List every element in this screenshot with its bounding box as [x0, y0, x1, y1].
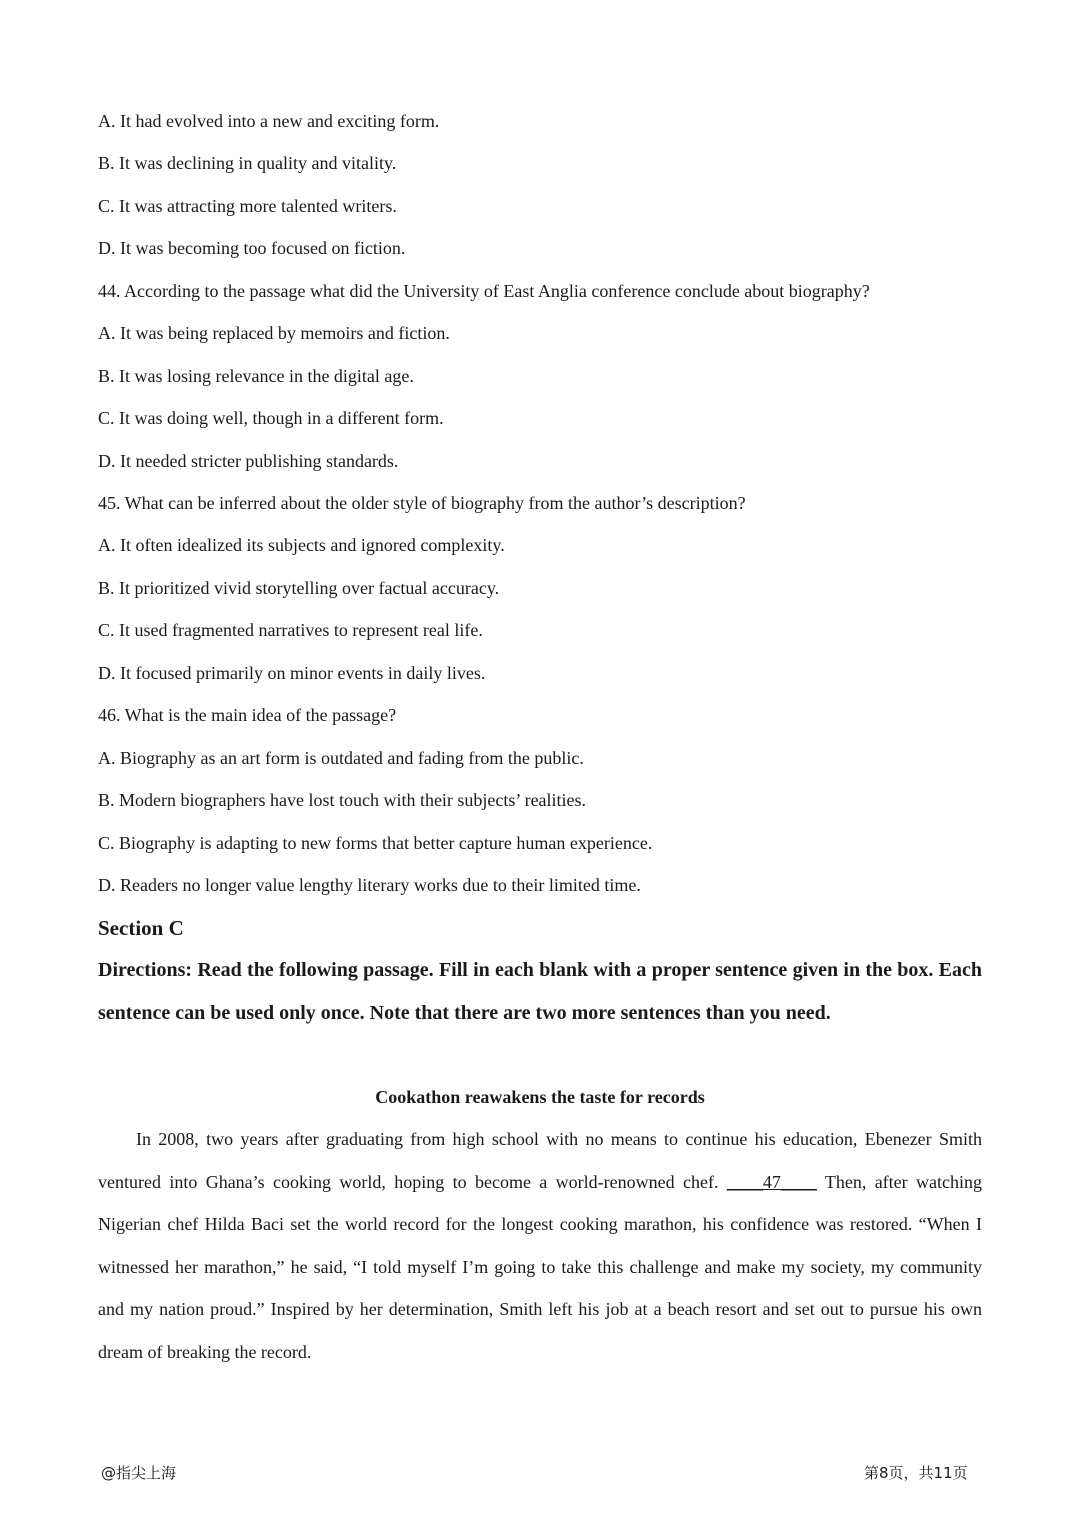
question-45: 45. What can be inferred about the older style of biography from the author’s description?: [98, 493, 746, 513]
q43-option-d: D. It was becoming too focused on fiction.: [98, 238, 406, 258]
footer-source: @指尖上海: [101, 1464, 177, 1482]
q46-option-b: B. Modern biographers have lost touch with their subjects’ realities.: [98, 790, 587, 810]
passage-text-after-blank: Then, after watching Nigerian chef Hilda Baci set the world record for the longest cooking marathon, his confidence was restored. “When I witnessed her marathon,” he said, “I told myself I’m going to take this challenge and make my society, my community and my nation proud.” Inspired by her determination, Smith left his job at a beach resort and set out to pursue his own dream of breaking the record.: [98, 1171, 983, 1362]
q44-option-d: D. It needed stricter publishing standards.: [98, 451, 399, 471]
question-44: 44. According to the passage what did the University of East Anglia conference conclude about biography?: [98, 281, 870, 301]
q46-option-a: A. Biography as an art form is outdated and fading from the public.: [98, 748, 584, 768]
q44-option-b: B. It was losing relevance in the digital age.: [98, 366, 414, 386]
passage-title: Cookathon reawakens the taste for records: [375, 1087, 705, 1107]
q45-option-d: D. It focused primarily on minor events in daily lives.: [98, 663, 486, 683]
q45-option-a: A. It often idealized its subjects and ignored complexity.: [98, 535, 505, 555]
passage-text-before-blank: In 2008, two years after graduating from high school with no means to continue his education, Ebenezer Smith ventured into Ghana’s cooking world, hoping to become a world-renowned chef.: [98, 1129, 982, 1192]
section-directions: Directions: Read the following passage. Fill in each blank with a proper sentence given in the box. Each sentence can be used only once. Note that there are two more sentences than you need.: [98, 959, 982, 1024]
footer-page-number: 第8页，共11页: [864, 1464, 968, 1482]
q44-option-c: C. It was doing well, though in a different form.: [98, 408, 444, 428]
q46-option-d: D. Readers no longer value lengthy literary works due to their limited time.: [98, 875, 641, 895]
passage-paragraph: [98, 1118, 982, 1373]
q44-option-a: A. It was being replaced by memoirs and fiction.: [98, 323, 450, 343]
q45-option-c: C. It used fragmented narratives to represent real life.: [98, 620, 483, 640]
q45-option-b: B. It prioritized vivid storytelling over factual accuracy.: [98, 578, 500, 598]
q43-option-c: C. It was attracting more talented writers.: [98, 196, 397, 216]
section-heading: Section C: [98, 916, 184, 940]
question-46: 46. What is the main idea of the passage?: [98, 705, 397, 725]
q43-option-a: A. It had evolved into a new and exciting form.: [98, 111, 440, 131]
q43-option-b: B. It was declining in quality and vitality.: [98, 153, 397, 173]
blank-47: ____47____: [726, 1171, 817, 1192]
q46-option-c: C. Biography is adapting to new forms that better capture human experience.: [98, 833, 653, 853]
